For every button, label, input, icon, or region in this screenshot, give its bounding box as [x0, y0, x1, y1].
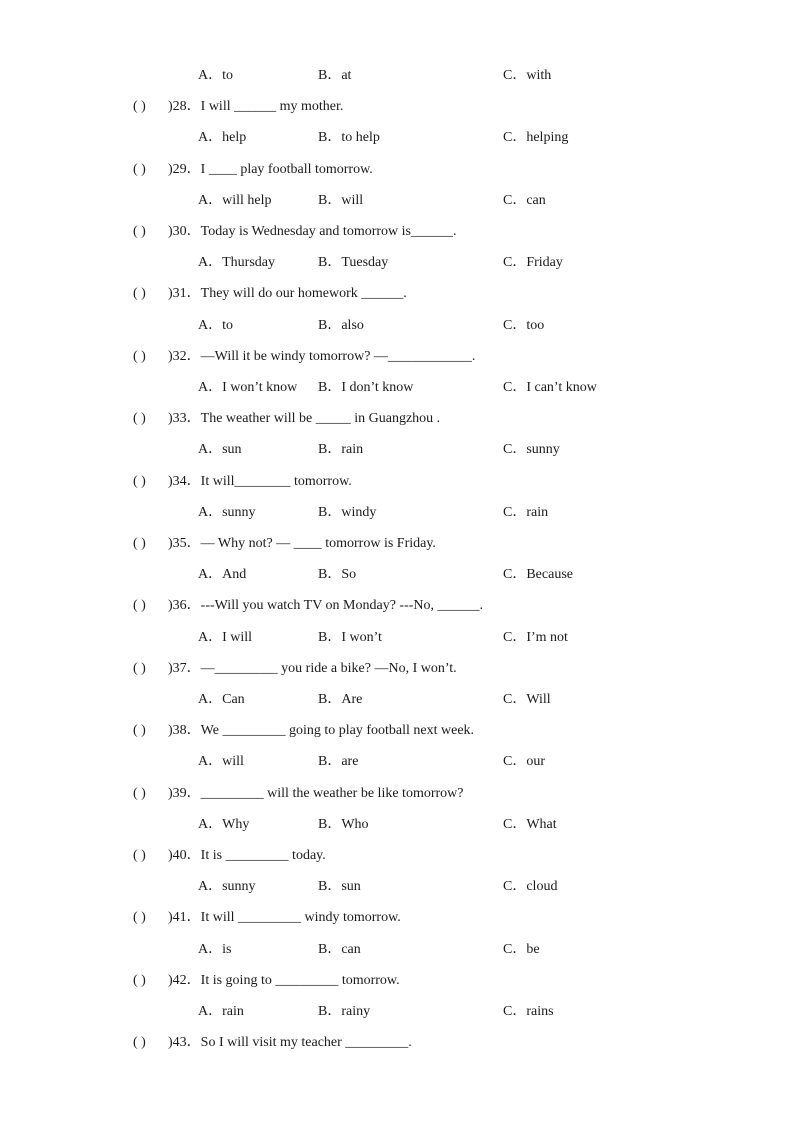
option-a: A．is: [198, 941, 232, 957]
options-row: [0, 128, 794, 148]
question-row: [0, 846, 794, 866]
option-c: C．can: [503, 192, 546, 208]
option-b: B．also: [318, 317, 364, 333]
option-c: C．rain: [503, 504, 549, 520]
options-row: [0, 378, 794, 398]
option-b: B．windy: [318, 504, 377, 520]
answer-blank[interactable]: ( ): [133, 161, 146, 177]
question-text: )32．—Will it be windy tomorrow? —____________.: [168, 348, 476, 364]
option-b: B．rainy: [318, 1004, 371, 1019]
option-a: A．I will: [198, 629, 253, 645]
answer-blank[interactable]: ( ): [133, 910, 146, 926]
options-row: [0, 690, 794, 710]
option-a: A．And: [198, 567, 247, 583]
answer-blank[interactable]: ( ): [133, 972, 146, 988]
question-row: [0, 721, 794, 741]
answer-blank[interactable]: ( ): [133, 723, 146, 739]
option-a: A．rain: [198, 1004, 244, 1019]
question-text: )35．— Why not? — ____ tomorrow is Friday.: [168, 536, 436, 551]
question-text: )42．It is going to _________ tomorrow.: [168, 972, 400, 988]
options-row: [0, 565, 794, 585]
option-c: C．rains: [503, 1004, 554, 1019]
answer-blank[interactable]: ( ): [133, 598, 146, 614]
option-a: A．Why: [198, 816, 250, 832]
answer-blank[interactable]: ( ): [133, 348, 146, 364]
option-a: A．sunny: [198, 504, 256, 520]
answer-blank[interactable]: ( ): [133, 660, 146, 676]
option-b: B．are: [318, 754, 359, 770]
option-c: C．Because: [503, 567, 573, 583]
question-text: )29．I ____ play football tomorrow.: [168, 161, 373, 177]
question-row: [0, 971, 794, 991]
option-b: B．to help: [318, 130, 380, 146]
answer-blank[interactable]: ( ): [133, 848, 146, 863]
option-b: B．at: [318, 68, 352, 83]
option-c: C．too: [503, 317, 545, 333]
option-b: B．Who: [318, 816, 369, 832]
answer-blank[interactable]: ( ): [133, 224, 146, 239]
answer-blank[interactable]: ( ): [133, 473, 146, 489]
option-c: C．I can’t know: [503, 380, 597, 395]
answer-blank[interactable]: ( ): [133, 286, 146, 302]
options-row: [0, 815, 794, 835]
option-a: A．will help: [198, 192, 272, 208]
option-c: C．our: [503, 754, 545, 770]
option-a: A．to: [198, 317, 233, 333]
question-row: [0, 472, 794, 492]
options-row: [0, 877, 794, 897]
option-b: B．sun: [318, 879, 361, 895]
question-row: [0, 534, 794, 554]
question-text: )30．Today is Wednesday and tomorrow is______.: [168, 224, 457, 239]
question-row: [0, 908, 794, 928]
option-c: C．Will: [503, 692, 551, 707]
question-row: [0, 284, 794, 304]
question-text: )36．---Will you watch TV on Monday? ---No, ______.: [168, 598, 484, 614]
question-text: )34．It will________ tomorrow.: [168, 473, 352, 489]
option-b: B．I don’t know: [318, 380, 414, 395]
question-text: )37．—_________ you ride a bike? —No, I won’t.: [168, 660, 457, 676]
question-row: [0, 409, 794, 429]
options-row: [0, 191, 794, 211]
option-c: C．helping: [503, 130, 569, 146]
answer-blank[interactable]: ( ): [133, 536, 146, 551]
option-c: C．with: [503, 68, 552, 83]
option-a: A．will: [198, 754, 244, 770]
options-row: [0, 1002, 794, 1022]
options-row: [0, 66, 794, 86]
option-b: B．Are: [318, 692, 363, 707]
question-text: )33．The weather will be _____ in Guangzhou .: [168, 411, 441, 427]
question-row: [0, 97, 794, 117]
option-c: C．Friday: [503, 255, 563, 271]
option-a: A．sun: [198, 442, 242, 458]
question-row: [0, 222, 794, 242]
option-a: A．I won’t know: [198, 380, 298, 395]
option-b: B．can: [318, 941, 361, 957]
option-a: A．help: [198, 130, 247, 146]
question-row: [0, 784, 794, 804]
answer-blank[interactable]: ( ): [133, 1035, 146, 1051]
option-c: C．sunny: [503, 442, 560, 458]
options-row: [0, 940, 794, 960]
question-text: )31．They will do our homework ______.: [168, 286, 407, 302]
option-b: B．Tuesday: [318, 255, 389, 271]
question-text: )40．It is _________ today.: [168, 848, 326, 863]
question-row: [0, 659, 794, 679]
option-b: B．So: [318, 567, 357, 583]
options-row: [0, 503, 794, 523]
option-b: B．I won’t: [318, 629, 382, 645]
options-row: [0, 253, 794, 273]
option-a: A．to: [198, 68, 233, 83]
option-c: C．I’m not: [503, 629, 568, 645]
options-row: [0, 752, 794, 772]
answer-blank[interactable]: ( ): [133, 99, 146, 115]
option-b: B．rain: [318, 442, 364, 458]
option-a: A．Thursday: [198, 255, 275, 271]
option-b: B．will: [318, 192, 364, 208]
option-c: C．cloud: [503, 879, 558, 895]
question-text: )39．_________ will the weather be like tomorrow?: [168, 785, 464, 801]
question-text: )28．I will ______ my mother.: [168, 99, 344, 115]
option-a: A．Can: [198, 692, 245, 707]
question-text: )41．It will _________ windy tomorrow.: [168, 910, 401, 926]
question-text: )38．We _________ going to play football next week.: [168, 723, 475, 739]
option-a: A．sunny: [198, 879, 256, 895]
options-row: [0, 316, 794, 336]
question-row: [0, 596, 794, 616]
options-row: [0, 628, 794, 648]
option-c: C．What: [503, 816, 557, 832]
option-c: C．be: [503, 941, 540, 957]
answer-blank[interactable]: ( ): [133, 411, 146, 427]
answer-blank[interactable]: ( ): [133, 785, 146, 801]
question-text: )43．So I will visit my teacher _________.: [168, 1035, 412, 1051]
question-row: [0, 347, 794, 367]
question-row: [0, 1033, 794, 1053]
options-row: [0, 440, 794, 460]
question-row: [0, 160, 794, 180]
